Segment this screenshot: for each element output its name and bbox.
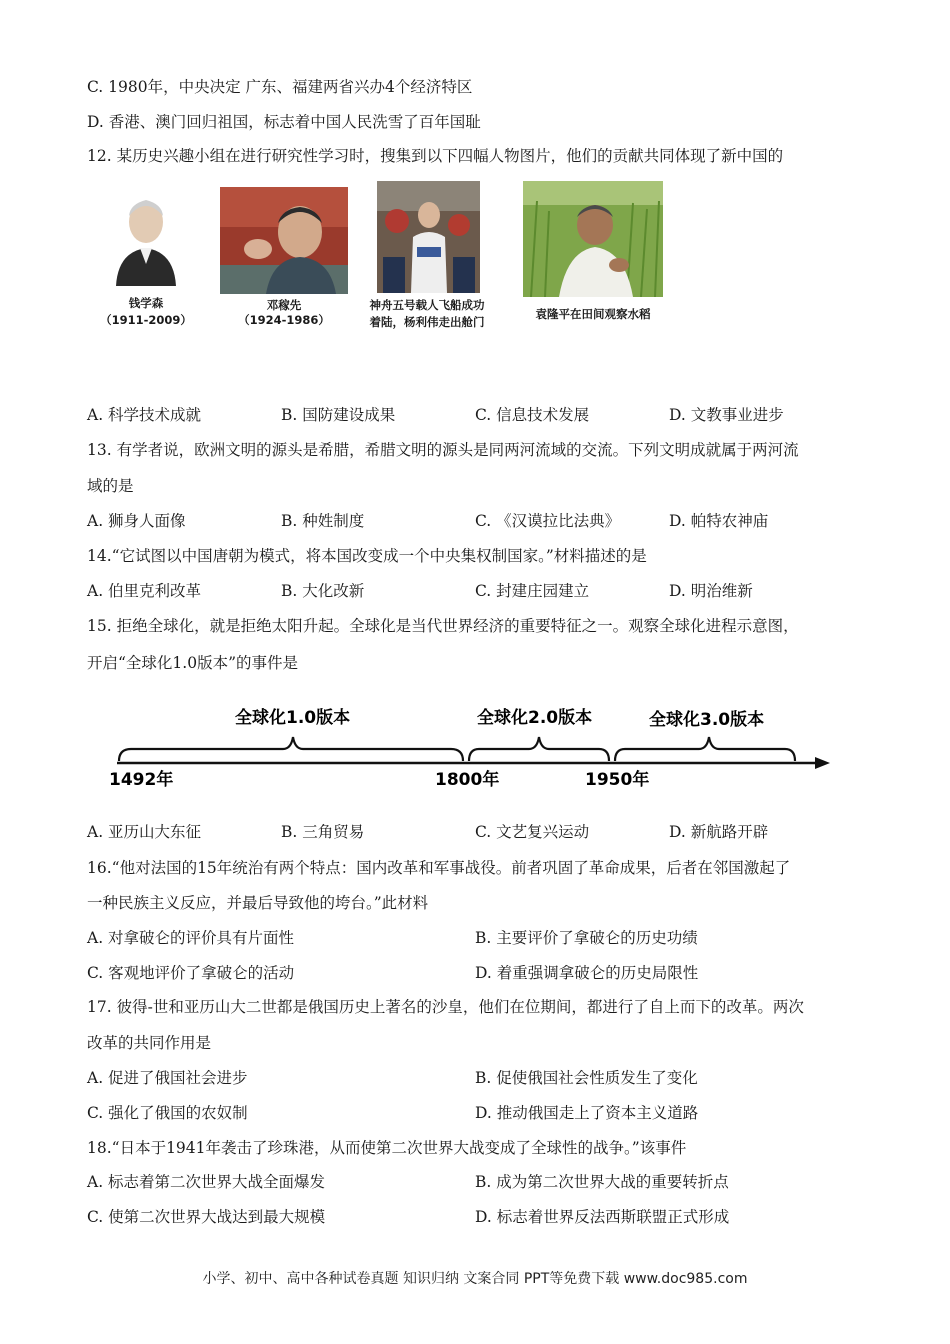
q16-stem-line2: 一种民族主义反应，并最后导致他的垮台。”此材料 — [87, 894, 429, 912]
year-1492: 1492年 — [109, 770, 174, 790]
caption-p2-years: （1924-1986） — [238, 313, 330, 327]
q16-option-d[interactable]: D. 着重强调拿破仑的历史局限性 — [475, 964, 699, 982]
q13-option-b[interactable]: B. 种姓制度 — [281, 512, 365, 530]
caption-p1-name: 钱学森 — [128, 296, 164, 310]
q16-option-c[interactable]: C. 客观地评价了拿破仑的活动 — [87, 964, 295, 982]
q14-option-c[interactable]: C. 封建庄园建立 — [475, 582, 590, 600]
q16-option-a[interactable]: A. 对拿破仑的评价具有片面性 — [87, 929, 295, 947]
q17-stem-line1: 17. 彼得-世和亚历山大二世都是俄国历史上著名的沙皇，他们在位期间，都进行了自上而下的改革。两次 — [87, 998, 804, 1016]
portrait-photo-1 — [110, 190, 182, 286]
q17-option-a[interactable]: A. 促进了俄国社会进步 — [87, 1069, 248, 1087]
q15-option-a[interactable]: A. 亚历山大东征 — [87, 823, 202, 841]
q16-option-b[interactable]: B. 主要评价了拿破仑的历史功绩 — [475, 929, 698, 947]
q15-option-c[interactable]: C. 文艺复兴运动 — [475, 823, 590, 841]
caption-p1-years: （1911-2009） — [100, 313, 192, 327]
q13-option-d[interactable]: D. 帕特农神庙 — [669, 512, 769, 530]
q13-stem-line1: 13. 有学者说，欧洲文明的源头是希腊，希腊文明的源头是同两河流域的交流。下列文明成就属于两河流 — [87, 441, 799, 459]
q12-stem: 12. 某历史兴趣小组在进行研究性学习时，搜集到以下四幅人物图片，他们的贡献共同体现了新中国的 — [87, 147, 784, 165]
globalization-timeline — [85, 685, 865, 795]
q18-option-b[interactable]: B. 成为第二次世界大战的重要转折点 — [475, 1173, 729, 1191]
year-1950: 1950年 — [585, 770, 650, 790]
q15-stem-line1: 15. 拒绝全球化，就是拒绝太阳升起。全球化是当代世界经济的重要特征之一。观察全球化进程示意图， — [87, 617, 799, 635]
q18-option-a[interactable]: A. 标志着第二次世界大战全面爆发 — [87, 1173, 326, 1191]
q11-option-d: D. 香港、澳门回归祖国，标志着中国人民洗雪了百年国耻 — [87, 113, 481, 131]
q14-option-d[interactable]: D. 明治维新 — [669, 582, 753, 600]
q13-option-c[interactable]: C. 《汉谟拉比法典》 — [475, 512, 621, 530]
q15-option-d[interactable]: D. 新航路开辟 — [669, 823, 769, 841]
q17-option-b[interactable]: B. 促使俄国社会性质发生了变化 — [475, 1069, 698, 1087]
year-1800: 1800年 — [435, 770, 500, 790]
q17-option-d[interactable]: D. 推动俄国走上了资本主义道路 — [475, 1104, 699, 1122]
q16-stem-line1: 16.“他对法国的15年统治有两个特点：国内改革和军事战役。前者巩固了革命成果，后者在邻国激起了 — [87, 859, 791, 877]
portrait-photo-2 — [220, 187, 348, 294]
q14-option-a[interactable]: A. 伯里克利改革 — [87, 582, 202, 600]
q18-option-c[interactable]: C. 使第二次世界大战达到最大规模 — [87, 1208, 326, 1226]
q11-option-c: C. 1980年，中央决定 广东、福建两省兴办4个经济特区 — [87, 78, 473, 96]
q14-option-b[interactable]: B. 大化改新 — [281, 582, 365, 600]
label-v1: 全球化1.0版本 — [235, 708, 351, 728]
page-footer: 小学、初中、高中各种试卷真题 知识归纳 文案合同 PPT等免费下载 www.doc985.com — [202, 1271, 748, 1287]
q15-option-b[interactable]: B. 三角贸易 — [281, 823, 365, 841]
q12-option-c[interactable]: C. 信息技术发展 — [475, 406, 590, 424]
q18-option-d[interactable]: D. 标志着世界反法西斯联盟正式形成 — [475, 1208, 730, 1226]
rice-field-photo — [523, 181, 663, 297]
caption-p3-line2: 着陆，杨利伟走出舱门 — [369, 315, 485, 329]
q13-stem-line2: 域的是 — [87, 477, 134, 495]
q17-stem-line2: 改革的共同作用是 — [87, 1034, 212, 1052]
q12-option-b[interactable]: B. 国防建设成果 — [281, 406, 396, 424]
q12-option-d[interactable]: D. 文教事业进步 — [669, 406, 784, 424]
q13-option-a[interactable]: A. 狮身人面像 — [87, 512, 186, 530]
caption-p4: 袁隆平在田间观察水稻 — [535, 307, 651, 321]
caption-p3-line1: 神舟五号载人飞船成功 — [369, 298, 485, 312]
q18-stem: 18.“日本于1941年袭击了珍珠港，从而使第二次世界大战变成了全球性的战争。”该事件 — [87, 1139, 687, 1157]
q17-option-c[interactable]: C. 强化了俄国的农奴制 — [87, 1104, 248, 1122]
caption-p2-name: 邓稼先 — [266, 298, 302, 312]
q15-stem-line2: 开启“全球化1.0版本”的事件是 — [87, 654, 298, 672]
q14-stem: 14.“它试图以中国唐朝为模式，将本国改变成一个中央集权制国家。”材料描述的是 — [87, 547, 647, 565]
astronaut-photo — [377, 181, 480, 293]
label-v3: 全球化3.0版本 — [649, 710, 765, 730]
label-v2: 全球化2.0版本 — [477, 708, 593, 728]
q12-option-a[interactable]: A. 科学技术成就 — [87, 406, 202, 424]
